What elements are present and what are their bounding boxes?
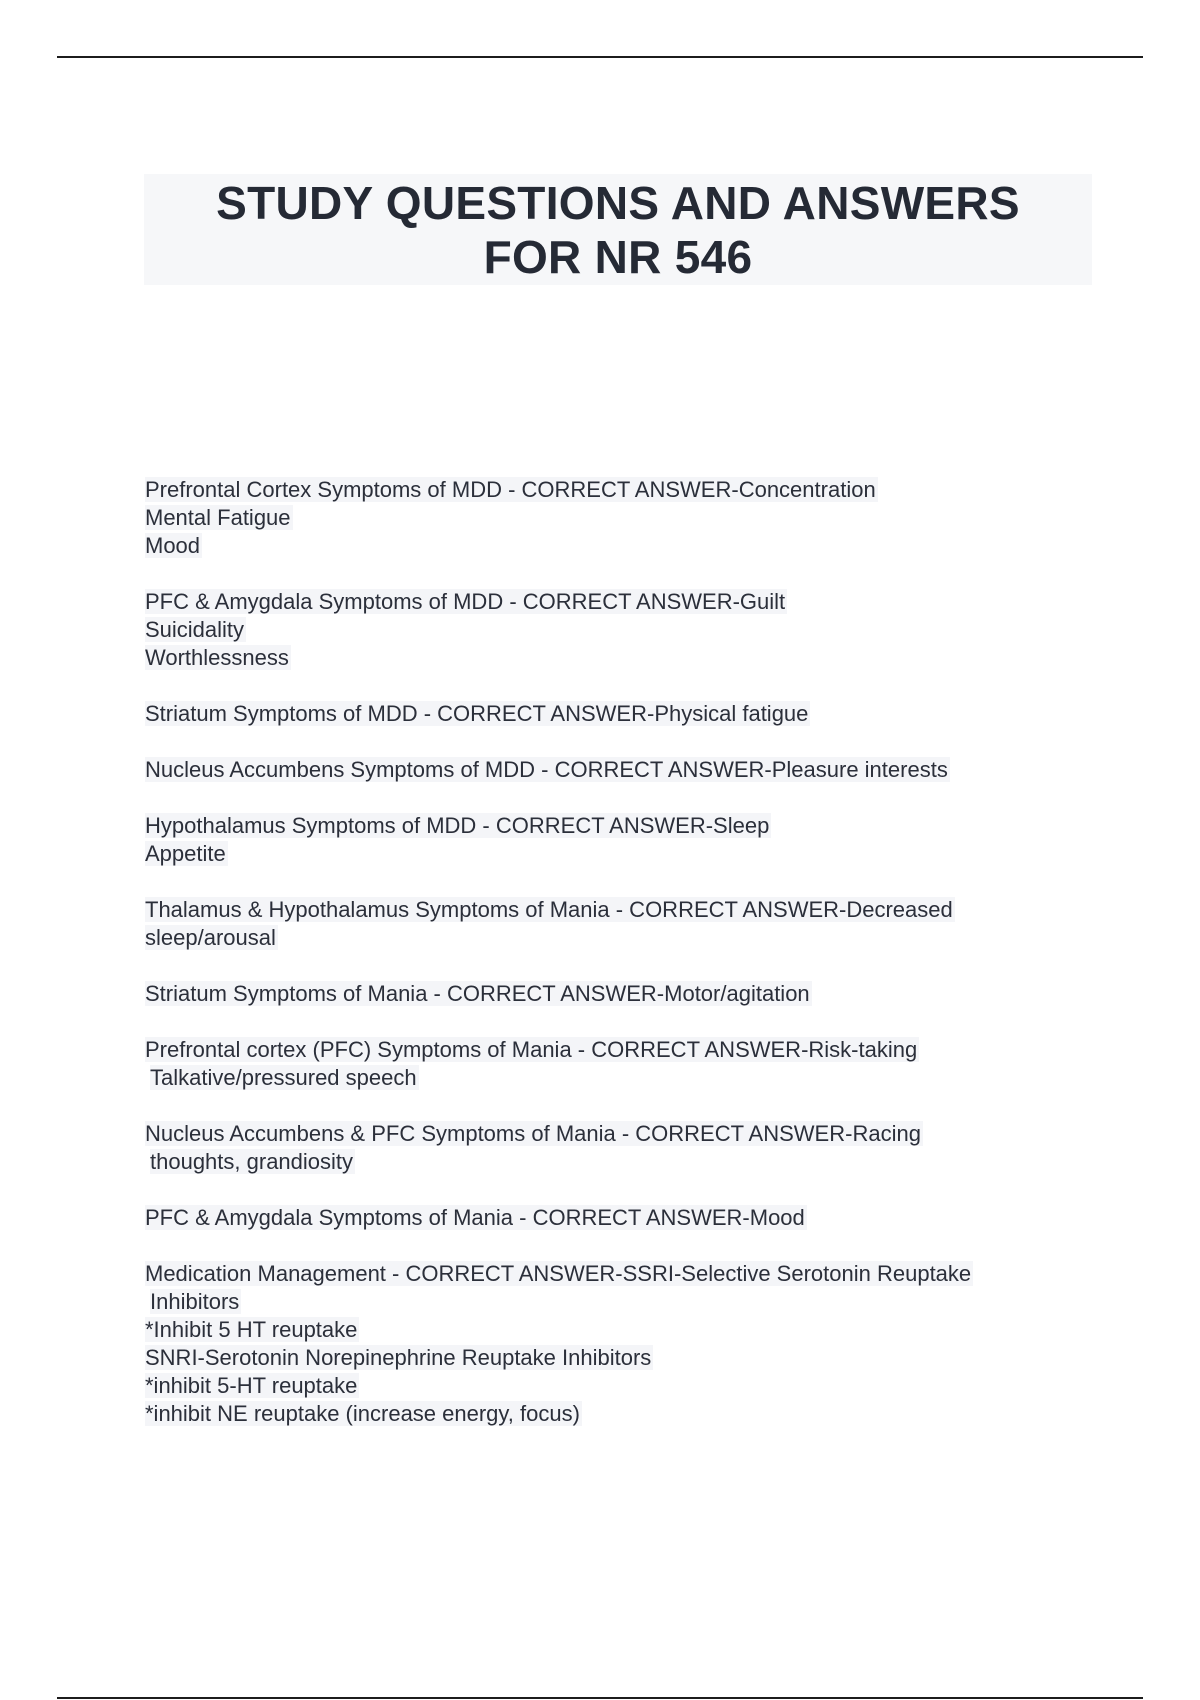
qa-item <box>145 980 1105 1008</box>
qa-answer-line: SNRI-Serotonin Norepinephrine Reuptake Inhibitors <box>145 1345 652 1370</box>
qa-question-line: PFC & Amygdala Symptoms of MDD - CORRECT ANSWER-Guilt <box>145 589 786 614</box>
qa-answer-line: sleep/arousal <box>145 925 276 950</box>
qa-answer-line: *Inhibit 5 HT reuptake <box>145 1317 358 1342</box>
qa-answer-line: Talkative/pressured speech <box>150 1065 417 1090</box>
qa-answer-line: *inhibit NE reuptake (increase energy, focus) <box>145 1401 580 1426</box>
page-title-line-2: FOR NR 546 <box>483 230 753 283</box>
qa-answer-line: Worthlessness <box>145 645 289 670</box>
qa-answer-line: Mood <box>145 533 201 558</box>
qa-item <box>145 1120 1105 1176</box>
qa-question-line: Prefrontal cortex (PFC) Symptoms of Mania - CORRECT ANSWER-Risk-taking <box>145 1037 918 1062</box>
qa-answer-line: Suicidality <box>145 617 245 642</box>
qa-question-line: Nucleus Accumbens Symptoms of MDD - CORRECT ANSWER-Pleasure interests <box>145 757 948 782</box>
top-rule <box>57 56 1143 58</box>
page-title-line-1: STUDY QUESTIONS AND ANSWERS <box>216 176 1020 229</box>
qa-item <box>145 476 1105 560</box>
qa-item <box>145 700 1105 728</box>
qa-question-line: Thalamus & Hypothalamus Symptoms of Mania - CORRECT ANSWER-Decreased <box>145 897 953 922</box>
qa-answer-line: Mental Fatigue <box>145 505 291 530</box>
qa-item <box>145 1204 1105 1232</box>
qa-item <box>145 588 1105 672</box>
bottom-rule <box>57 1697 1143 1699</box>
qa-question-line: Striatum Symptoms of Mania - CORRECT ANSWER-Motor/agitation <box>145 981 810 1006</box>
qa-item <box>145 1036 1105 1092</box>
qa-question-line: Striatum Symptoms of MDD - CORRECT ANSWER-Physical fatigue <box>145 701 809 726</box>
qa-item <box>145 1260 1105 1428</box>
qa-answer-line: Inhibitors <box>150 1289 240 1314</box>
qa-answer-line: Appetite <box>145 841 226 866</box>
title-banner <box>144 174 1092 285</box>
qa-question-line: Nucleus Accumbens & PFC Symptoms of Mania - CORRECT ANSWER-Racing <box>145 1121 921 1146</box>
qa-list <box>145 476 1105 1456</box>
qa-question-line: Medication Management - CORRECT ANSWER-SSRI-Selective Serotonin Reuptake <box>145 1261 972 1286</box>
qa-question-line: Prefrontal Cortex Symptoms of MDD - CORRECT ANSWER-Concentration <box>145 477 876 502</box>
qa-question-line: PFC & Amygdala Symptoms of Mania - CORRECT ANSWER-Mood <box>145 1205 805 1230</box>
qa-answer-line: *inhibit 5-HT reuptake <box>145 1373 358 1398</box>
qa-item <box>145 756 1105 784</box>
qa-item <box>145 896 1105 952</box>
qa-question-line: Hypothalamus Symptoms of MDD - CORRECT ANSWER-Sleep <box>145 813 770 838</box>
qa-answer-line: thoughts, grandiosity <box>150 1149 354 1174</box>
qa-item <box>145 812 1105 868</box>
